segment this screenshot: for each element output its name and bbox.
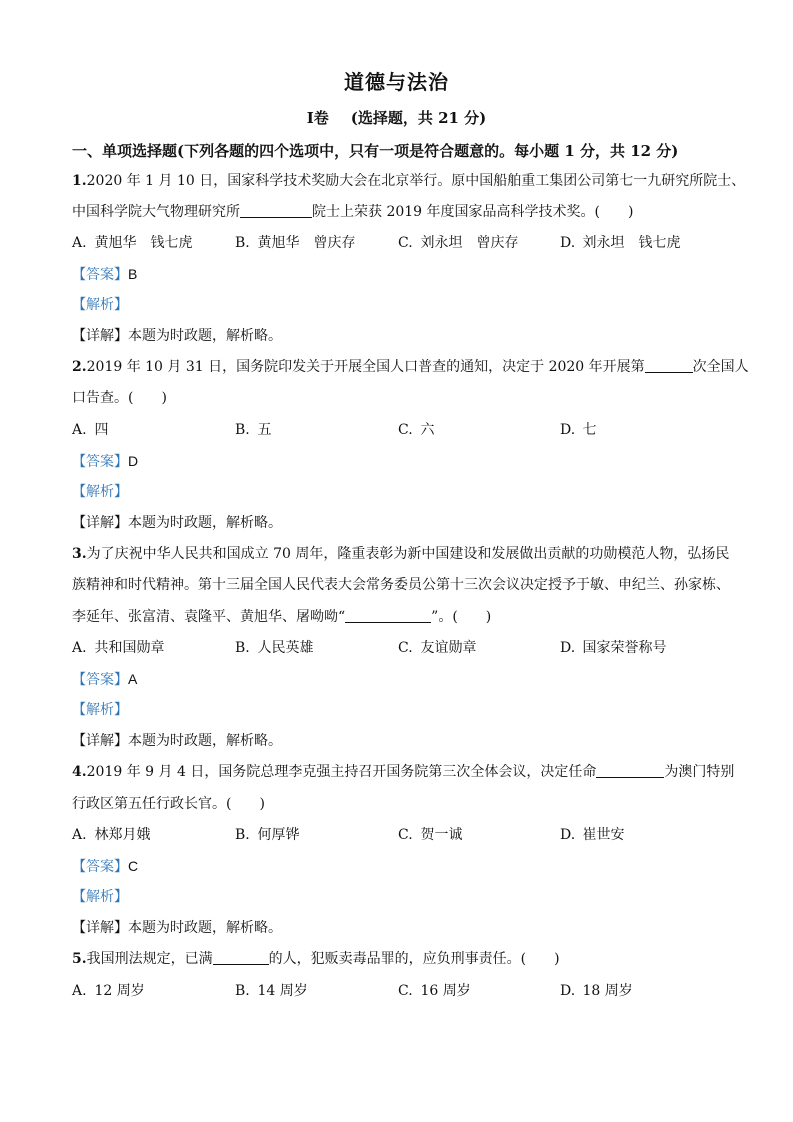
analysis-label: 【解析】	[72, 889, 128, 905]
detail-line	[72, 513, 722, 533]
part-description: (选择题，共 21 分)	[350, 109, 487, 127]
answer-label: 【答案】	[72, 672, 128, 688]
analysis-line	[72, 887, 722, 907]
question-5-line-1	[72, 949, 722, 969]
detail-text: 本题为时政题，解析略。	[128, 328, 282, 344]
question-text: 我国刑法规定，已满	[86, 951, 213, 967]
fill-blank	[345, 608, 431, 623]
answer-line	[72, 669, 722, 690]
detail-text: 本题为时政题，解析略。	[128, 733, 282, 749]
option-c: C. 六	[398, 422, 435, 438]
question-2-options	[72, 420, 722, 440]
detail-line	[72, 918, 722, 938]
question-text: 2019 年 9 月 4 日，国务院总理李克强主持召开国务院第三次全体会议，决定任命	[86, 764, 597, 780]
fill-blank	[213, 950, 269, 965]
answer-label: 【答案】	[72, 454, 128, 470]
question-text: 为澳门特别	[664, 764, 735, 780]
option-c: C. 友谊勋章	[398, 640, 477, 656]
option-a: A. 四	[72, 422, 109, 438]
detail-line	[72, 731, 722, 751]
part-label: Ⅰ卷	[306, 109, 329, 127]
question-text: 为了庆祝中华人民共和国成立 70 周年，隆重表彰为新中国建设和发展做出贡献的功勋模范人物，弘扬民	[86, 546, 730, 562]
question-3-options	[72, 638, 722, 658]
question-2-line-2	[72, 388, 722, 408]
question-text: 族精神和时代精神。第十三届全国人民代表大会常务委员公第十三次会议决定授予于敏、申纪兰、孙家栋、	[72, 577, 730, 593]
option-b: B. 人民英雄	[235, 640, 314, 656]
option-d: D. 18 周岁	[560, 983, 633, 999]
question-1-line-2	[72, 202, 722, 222]
option-a: A. 共和国勋章	[72, 640, 165, 656]
option-a: A. 林郑月娥	[72, 827, 151, 843]
fill-blank	[645, 358, 693, 373]
answer-line	[72, 856, 722, 877]
option-b: B. 何厚铧	[235, 827, 300, 843]
question-3-line-1	[72, 544, 730, 564]
answer-line	[72, 264, 722, 285]
part-heading	[0, 107, 793, 128]
question-text: 2020 年 1 月 10 日，国家科学技术奖励大会在北京举行。原中国船舶重工集团公司第七一九研究所院士、	[86, 173, 746, 189]
option-a: A. 12 周岁	[72, 983, 145, 999]
question-3-line-3	[72, 607, 722, 627]
option-c: C. 刘永坦 曾庆存	[398, 235, 519, 251]
option-c: C. 16 周岁	[398, 983, 471, 999]
question-text: 院士上荣获 2019 年度国家品高科学技术奖。( )	[312, 204, 634, 220]
option-a: A. 黄旭华 钱七虎	[72, 235, 193, 251]
answer-label: 【答案】	[72, 267, 128, 283]
question-5-options	[72, 981, 722, 1001]
question-text: 李延年、张富清、袁隆平、黄旭华、屠呦呦“	[72, 609, 346, 625]
option-b: B. 14 周岁	[235, 983, 308, 999]
answer-value: B	[128, 266, 138, 282]
page-title: 道德与法治	[344, 70, 449, 94]
answer-value: C	[128, 858, 139, 874]
option-d: D. 国家荣誉称号	[560, 640, 667, 656]
question-4-line-1	[72, 762, 735, 782]
answer-value: D	[128, 453, 139, 469]
detail-line	[72, 326, 722, 346]
question-text: ”。( )	[431, 609, 492, 625]
option-d: D. 七	[560, 422, 597, 438]
answer-value: A	[128, 671, 138, 687]
detail-label: 【详解】	[72, 733, 128, 749]
question-text: 口告查。( )	[72, 390, 167, 406]
fill-blank	[596, 763, 664, 778]
question-text: 2019 年 10 月 31 日，国务院印发关于开展全国人口普查的通知，决定于 2020 年开展第	[86, 359, 645, 375]
question-text: 的人，犯贩卖毒品罪的，应负刑事责任。( )	[268, 951, 560, 967]
question-2-line-1	[72, 357, 749, 377]
answer-line	[72, 451, 722, 472]
detail-text: 本题为时政题，解析略。	[128, 920, 282, 936]
question-text: 中国科学院大气物理研究所	[72, 204, 240, 220]
option-b: B. 五	[235, 422, 272, 438]
question-1-line-1	[72, 171, 746, 191]
question-number: 4.	[72, 764, 87, 780]
question-number: 3.	[72, 546, 87, 562]
question-1-options	[72, 233, 722, 253]
detail-text: 本题为时政题，解析略。	[128, 515, 282, 531]
answer-label: 【答案】	[72, 859, 128, 875]
detail-label: 【详解】	[72, 328, 128, 344]
analysis-line	[72, 295, 722, 315]
option-c: C. 贺一诚	[398, 827, 463, 843]
option-d: D. 崔世安	[560, 827, 625, 843]
question-number: 2.	[72, 359, 87, 375]
question-text: 行政区第五任行政长官。( )	[72, 796, 265, 812]
question-number: 1.	[72, 173, 87, 189]
analysis-label: 【解析】	[72, 702, 128, 718]
detail-label: 【详解】	[72, 515, 128, 531]
analysis-label: 【解析】	[72, 297, 128, 313]
fill-blank	[240, 203, 312, 218]
analysis-label: 【解析】	[72, 484, 128, 500]
analysis-line	[72, 700, 722, 720]
analysis-line	[72, 482, 722, 502]
question-4-options	[72, 825, 722, 845]
question-text: 次全国人	[692, 359, 749, 375]
question-4-line-2	[72, 794, 722, 814]
question-number: 5.	[72, 951, 87, 967]
section-heading: 一、单项选择题(下列各题的四个选项中，只有一项是符合题意的。每小题 1 分，共 12 分)	[72, 142, 679, 160]
detail-label: 【详解】	[72, 920, 128, 936]
option-b: B. 黄旭华 曾庆存	[235, 235, 356, 251]
option-d: D. 刘永坦 钱七虎	[560, 235, 681, 251]
question-3-line-2	[72, 575, 730, 595]
